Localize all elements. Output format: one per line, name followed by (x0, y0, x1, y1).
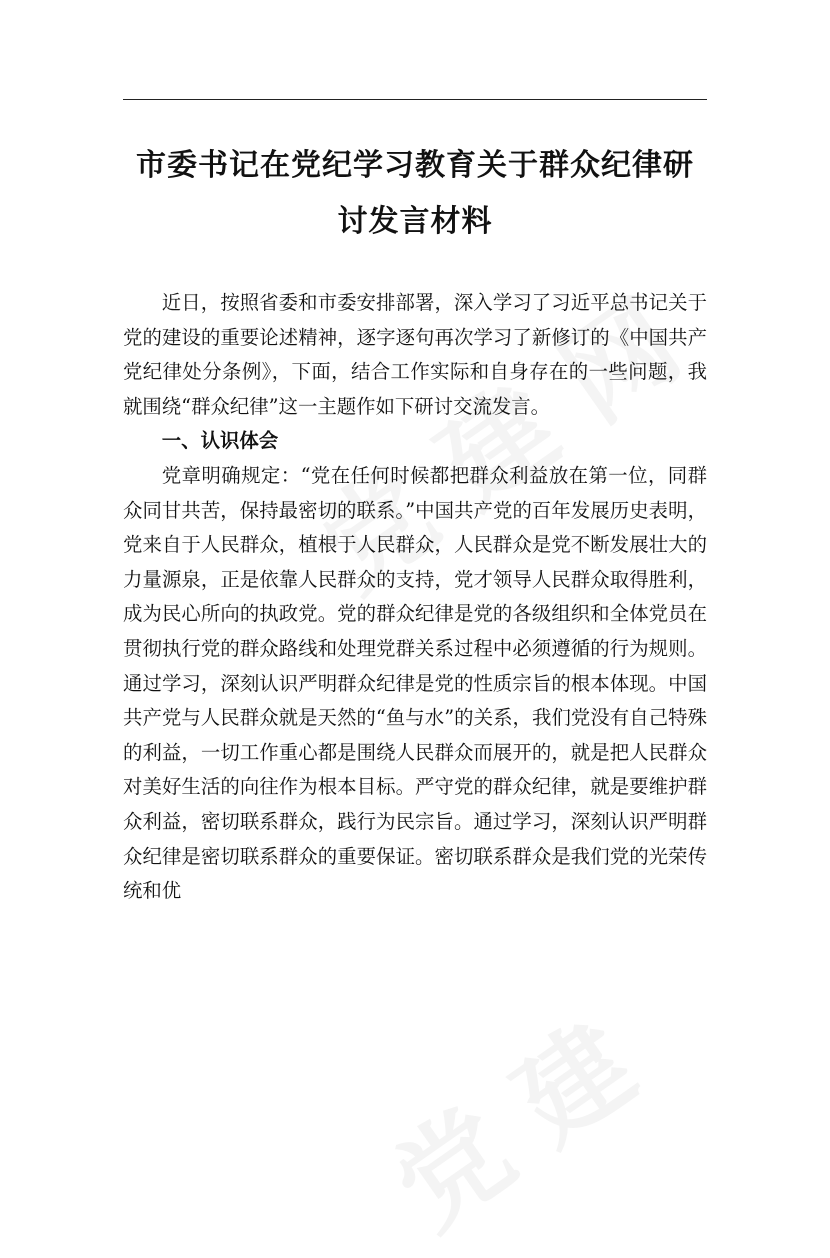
section-heading-1: 一、认识体会 (161, 429, 279, 453)
watermark (358, 980, 660, 1258)
title-line-1: 市委书记在党纪学习教育关于群众纪律研 (136, 148, 694, 183)
document-body (123, 286, 707, 909)
section-1-paragraph: 党章明确规定：“党在任何时候都把群众利益放在第一位，同群众同甘共苦，保持最密切的联系。”中国共产党的百年发展历史表明，党来自于人民群众，植根于人民群众，人民群众是党不断发展壮大的力量源泉，正是依靠人民群众的支持，党才领导人民群众取得胜利，成为民心所向的执政党。党的群众纪律是党的各级组织和全体党员在贯彻执行党的群众路线和处理党群关系过程中必须遵循的行为规则。通过学习，深刻认识严明群众纪律是党的性质宗旨的根本体现。中国共产党与人民群众就是天然的“鱼与水”的关系，我们党没有自己特殊的利益，一切工作重心都是围绕人民群众而展开的，就是把人民群众对美好生活的向往作为根本目标。严守党的群众纪律，就是要维护群众利益，密切联系群众，践行为民宗旨。通过学习，深刻认识严明群众纪律是密切联系群众的重要保证。密切联系群众是我们党的光荣传统和优 (123, 463, 707, 903)
title-line-2: 讨发言材料 (337, 204, 493, 239)
document-title (123, 138, 707, 250)
intro-paragraph: 近日，按照省委和市委安排部署，深入学习了习近平总书记关于党的建设的重要论述精神，逐字逐句再次学习了新修订的《中国共产党纪律处分条例》，下面，结合工作实际和自身存在的一些问题，我就围绕“群众纪律”这一主题作如下研讨交流发言。 (123, 291, 707, 418)
header-rule (123, 99, 707, 100)
